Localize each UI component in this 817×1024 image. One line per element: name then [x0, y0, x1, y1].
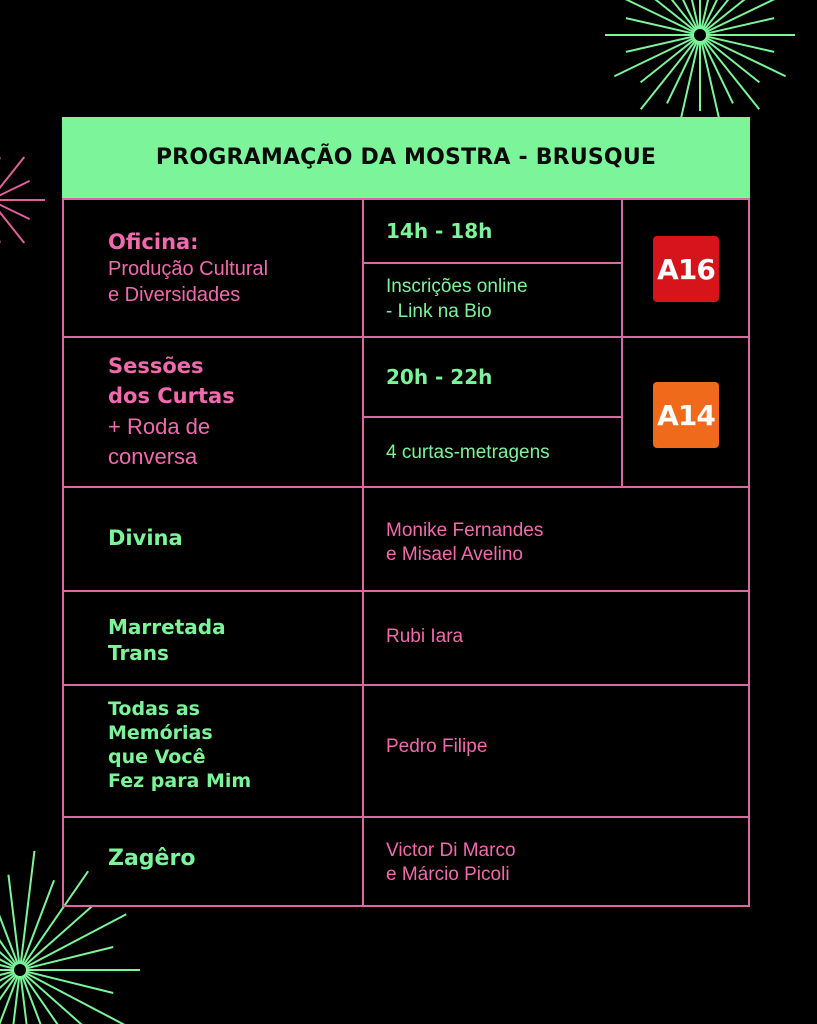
event-info-line: Inscrições online	[386, 276, 528, 297]
film-title-line: Memórias	[108, 722, 213, 744]
sparkle-ray	[21, 851, 35, 964]
event-info-line: - Link na Bio	[386, 301, 492, 322]
film-title-line: Trans	[108, 641, 169, 665]
event-title: Oficina:	[108, 230, 199, 254]
film-director-line: Pedro Filipe	[386, 736, 488, 757]
rating-cell	[623, 200, 748, 338]
film-director-line: e Misael Avelino	[386, 544, 523, 565]
sparkle-ray	[0, 925, 15, 967]
film-director-line: Monike Fernandes	[386, 520, 544, 541]
rating-cell	[623, 338, 748, 488]
film-director-cell	[364, 592, 748, 686]
film-title-line: Fez para Mim	[108, 770, 252, 792]
event-subtitle-line: Produção Cultural	[108, 258, 269, 280]
event-time-cell	[364, 338, 623, 418]
film-title: Divina	[108, 526, 183, 550]
film-director-cell	[364, 686, 748, 818]
rating-badge-a16: A16	[653, 236, 719, 302]
film-title-cell	[64, 488, 364, 592]
film-director-line: Rubi Iara	[386, 626, 464, 647]
sparkle-top-right-icon	[600, 0, 800, 110]
film-title-cell	[64, 686, 364, 818]
event-title-cell	[64, 338, 364, 488]
event-time-cell	[364, 200, 623, 264]
event-subtitle-line: conversa	[108, 444, 198, 469]
film-director-cell	[364, 818, 748, 905]
sparkle-ray	[705, 0, 760, 31]
sparkle-ray	[679, 41, 699, 128]
film-director-line: Victor Di Marco	[386, 840, 516, 861]
event-time: 14h - 18h	[386, 219, 493, 243]
event-time: 20h - 22h	[386, 365, 493, 389]
sparkle-ray	[22, 880, 54, 964]
sparkle-ray	[22, 976, 54, 1024]
film-director-cell	[364, 488, 748, 592]
sparkle-ray	[626, 18, 694, 34]
sparkle-ray	[614, 0, 694, 32]
sparkle-ray	[701, 41, 721, 128]
sparkle-ray	[626, 36, 694, 52]
event-info-cell	[364, 264, 623, 338]
film-title-cell	[64, 818, 364, 905]
rating-badge-a14: A14	[653, 382, 719, 448]
event-subtitle-line: + Roda de	[108, 414, 211, 439]
sparkle-top-left-icon	[0, 60, 60, 240]
film-title-cell	[64, 592, 364, 686]
sparkle-ray	[0, 973, 15, 1015]
event-subtitle-line: e Diversidades	[108, 284, 241, 306]
film-director-line: e Márcio Picoli	[386, 864, 510, 885]
event-info: 4 curtas-metragens	[386, 442, 550, 463]
sparkle-ray	[8, 875, 19, 964]
event-info-cell	[364, 418, 623, 488]
header-banner	[62, 117, 750, 198]
sparkle-ray	[705, 0, 785, 32]
page-title: PROGRAMAÇÃO DA MOSTRA - BRUSQUE	[155, 145, 657, 170]
sparkle-ray	[26, 971, 113, 993]
sparkle-ray	[24, 974, 91, 1024]
sparkle-ray	[706, 18, 774, 34]
schedule-table	[62, 198, 750, 907]
event-title-cell	[64, 200, 364, 338]
film-title: Zagêro	[108, 846, 196, 871]
sparkle-ray	[26, 947, 113, 969]
film-title-line: Marretada	[108, 615, 226, 639]
sparkle-ray	[641, 0, 696, 31]
event-title-line: Sessões	[108, 354, 204, 378]
event-title-line: dos Curtas	[108, 384, 235, 408]
sparkle-ray	[706, 36, 774, 52]
film-title-line: que Você	[108, 746, 206, 768]
film-title-line: Todas as	[108, 698, 200, 720]
sparkle-ray	[0, 858, 18, 965]
